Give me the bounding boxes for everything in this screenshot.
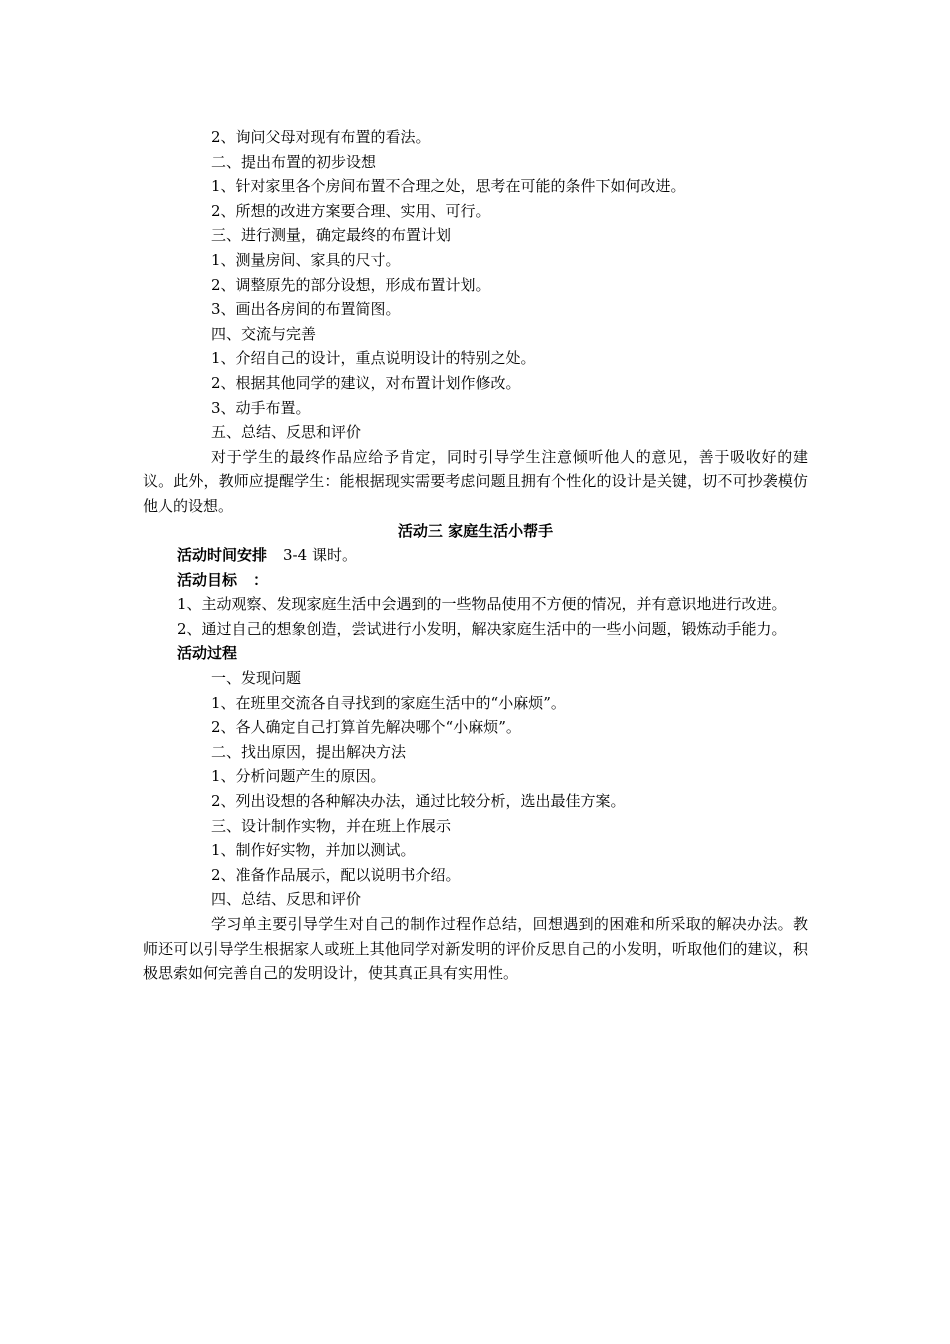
section-heading: 二、提出布置的初步设想 <box>211 152 377 171</box>
goal-label: 活动目标 <box>177 570 238 589</box>
text-line: 2、调整原先的部分设想，形成布置计划。 <box>211 275 491 294</box>
time-label: 活动时间安排 <box>177 546 268 565</box>
text-line: 1、针对家里各个房间布置不合理之处，思考在可能的条件下如何改进。 <box>211 177 686 196</box>
text-line: 1、分析问题产生的原因。 <box>211 767 386 786</box>
text-line: 2、根据其他同学的建议，对布置计划作修改。 <box>211 373 521 392</box>
goal-item: 2、通过自己的想象创造，尝试进行小发明，解决家庭生活中的一些小问题，锻炼动手能力。 <box>177 619 787 638</box>
goal-colon: ： <box>253 570 269 589</box>
section-heading: 四、总结、反思和评价 <box>211 890 362 909</box>
text-line: 2、询问父母对现有布置的看法。 <box>211 128 431 146</box>
text-line: 2、准备作品展示，配以说明书介绍。 <box>211 865 461 884</box>
summary-paragraph: 对于学生的最终作品应给予肯定，同时引导学生注意倾听他人的意见，善于吸收好的建议。此外，教师应提醒学生：能根据现实需要考虑问题且拥有个性化的设计是关键，切不可抄袭模仿他人的设想。 <box>143 447 808 515</box>
goal-item: 1、主动观察、发现家庭生活中会遇到的一些物品使用不方便的情况，并有意识地进行改进。 <box>177 595 787 614</box>
text-line: 3、画出各房间的布置简图。 <box>211 300 401 319</box>
process-row <box>143 641 808 666</box>
text-line: 2、所想的改进方案要合理、实用、可行。 <box>211 201 491 220</box>
document-body <box>143 125 808 986</box>
process-label: 活动过程 <box>177 644 238 663</box>
text-line: 3、动手布置。 <box>211 398 311 417</box>
text-line: 1、测量房间、家具的尺寸。 <box>211 250 401 269</box>
section-heading: 二、找出原因，提出解决方法 <box>211 742 407 761</box>
text-line: 1、在班里交流各自寻找到的家庭生活中的“小麻烦”。 <box>211 693 566 712</box>
text-line: 1、制作好实物，并加以测试。 <box>211 841 416 860</box>
section-heading: 三、设计制作实物，并在班上作展示 <box>211 816 452 835</box>
text-line: 1、介绍自己的设计，重点说明设计的特别之处。 <box>211 349 536 368</box>
activity-title: 活动三 家庭生活小帮手 <box>397 521 554 540</box>
text-line: 2、各人确定自己打算首先解决哪个“小麻烦”。 <box>211 718 521 737</box>
section-heading: 五、总结、反思和评价 <box>211 423 362 442</box>
time-value: 3-4 课时。 <box>283 546 357 565</box>
section-heading: 四、交流与完善 <box>211 324 317 343</box>
closing-paragraph: 学习单主要引导学生对自己的制作过程作总结，回想遇到的困难和所采取的解决办法。教师还可以引导学生根据家人或班上其他同学对新发明的评价反思自己的小发明，听取他们的建议，积极思索如何完善自己的发明设计，使其真正具有实用性。 <box>143 915 808 983</box>
time-row <box>143 543 808 568</box>
section-heading: 三、进行测量，确定最终的布置计划 <box>211 226 452 245</box>
goal-row <box>143 568 808 593</box>
text-line: 2、列出设想的各种解决办法，通过比较分析，选出最佳方案。 <box>211 792 626 811</box>
section-heading: 一、发现问题 <box>211 669 302 688</box>
